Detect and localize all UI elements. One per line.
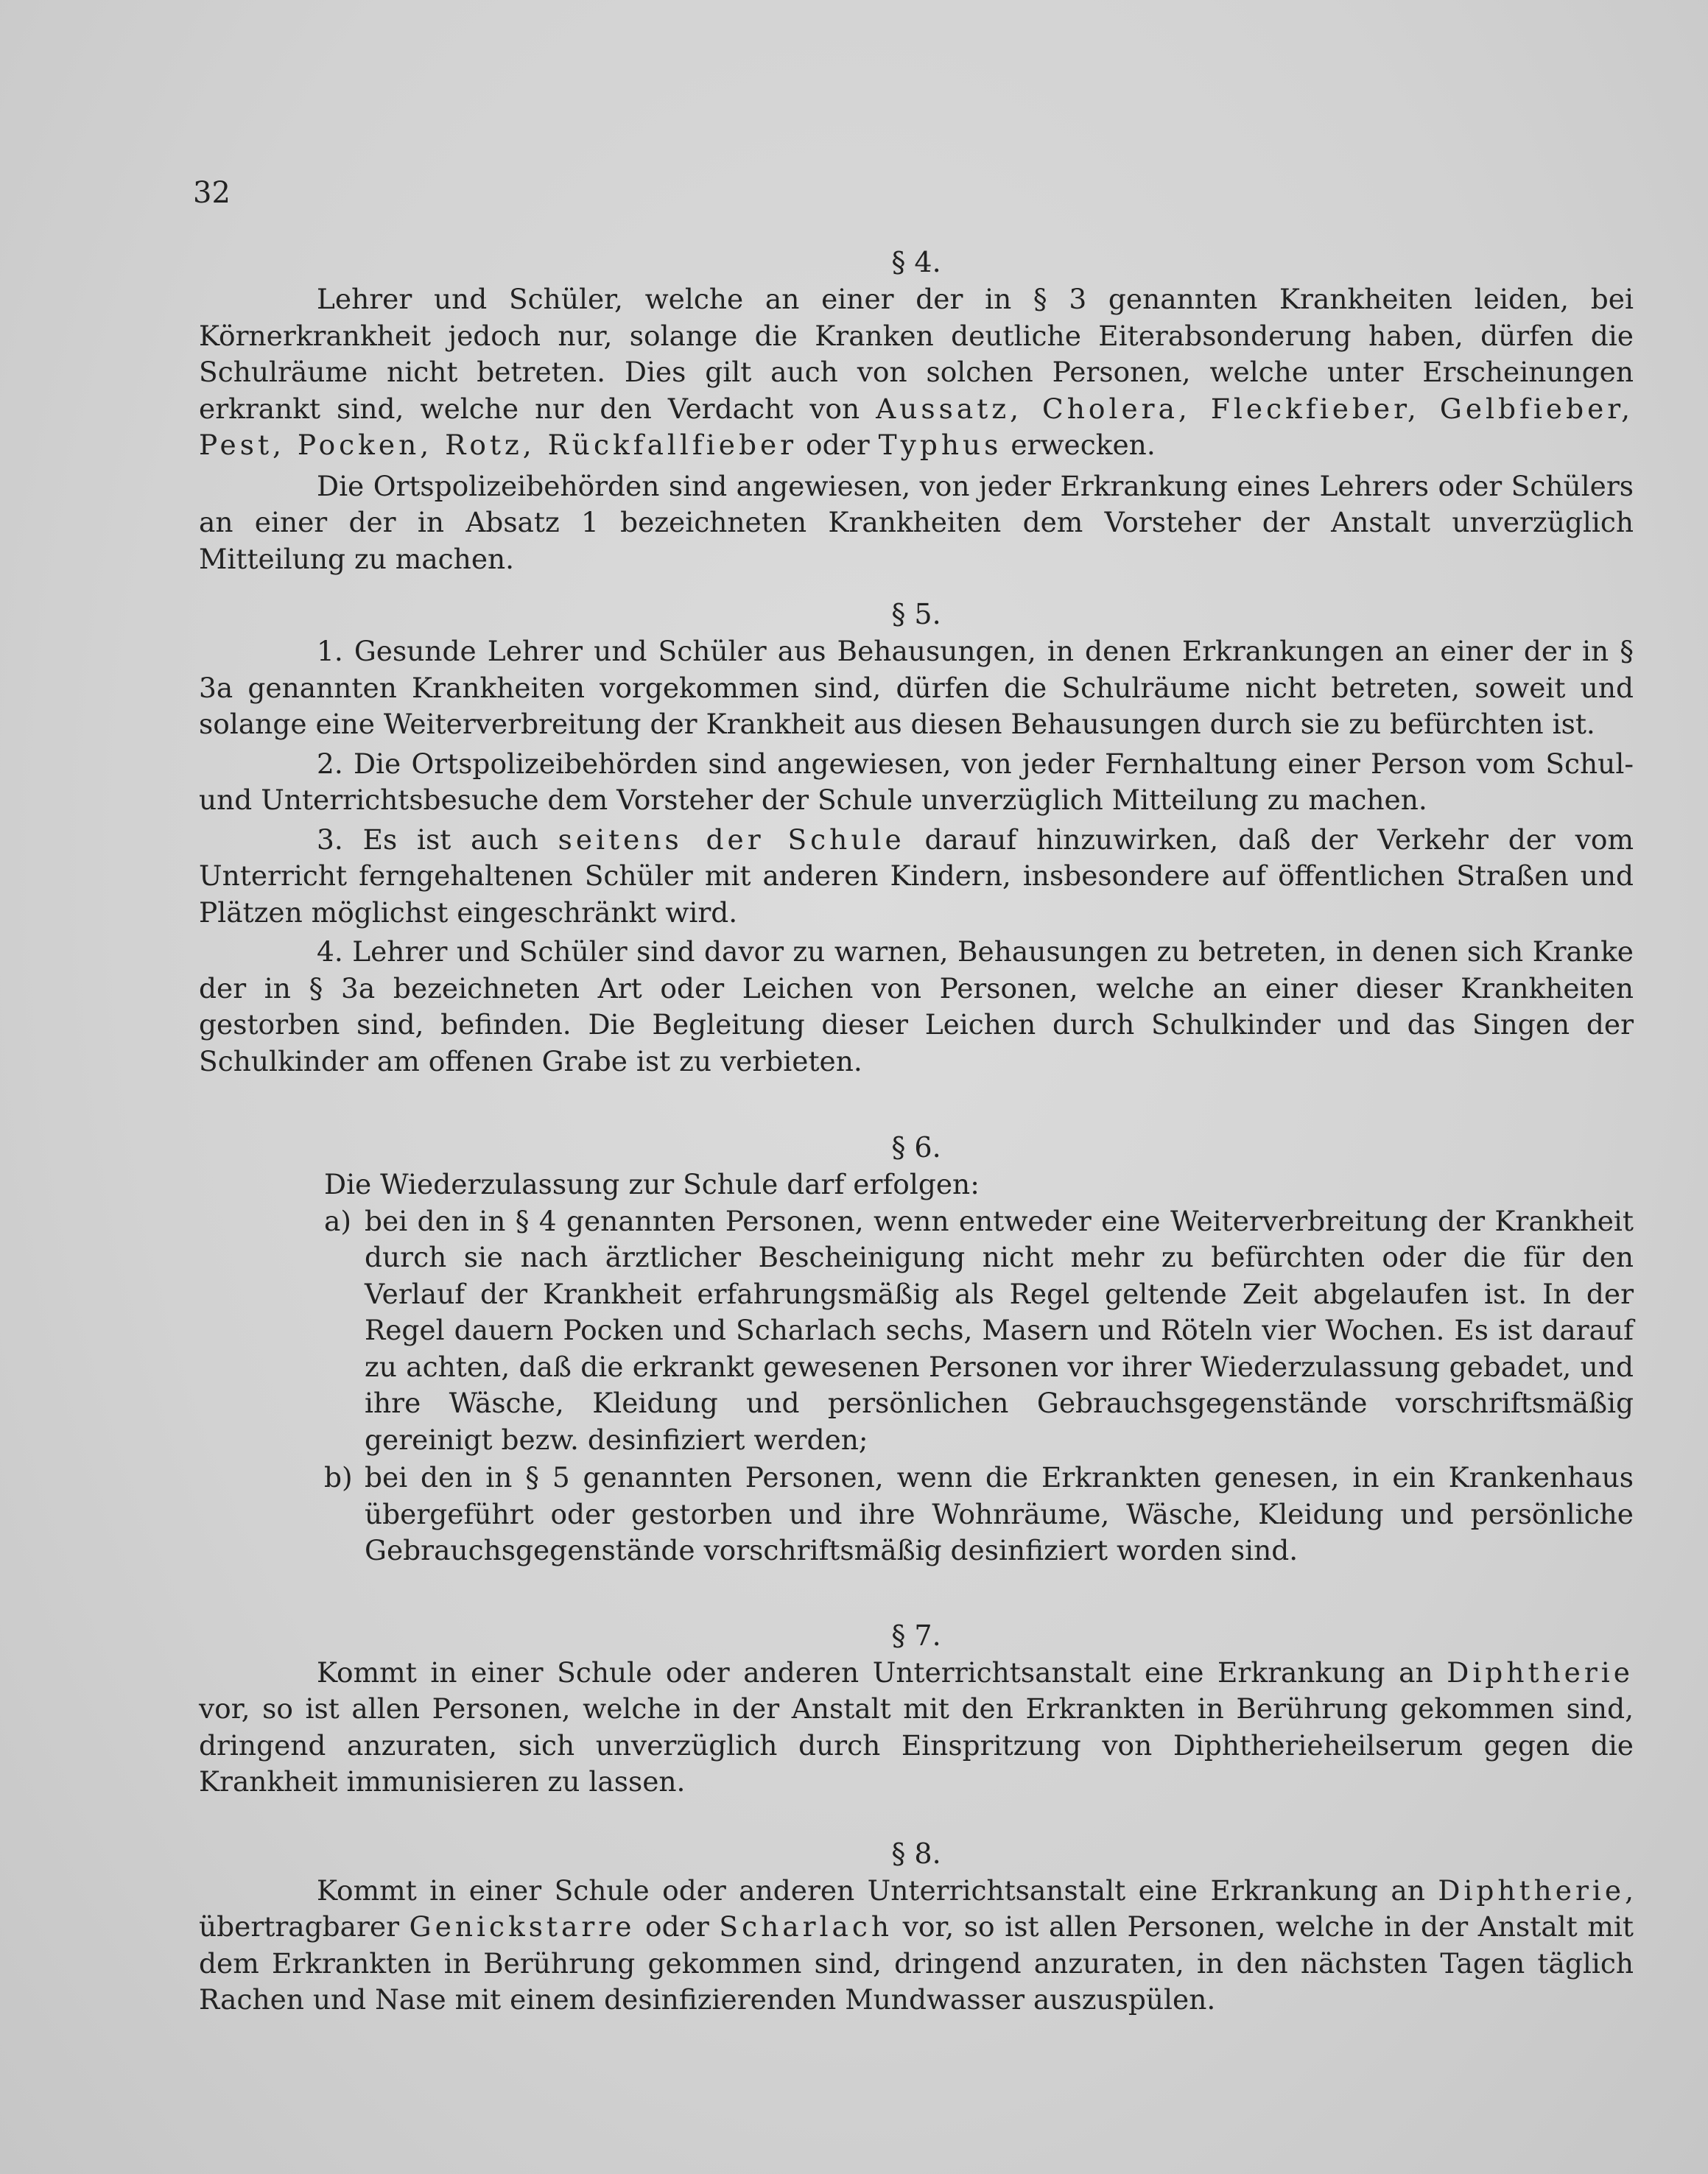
spaced-typhus: Typhus — [878, 429, 1002, 461]
text-run: Lehrer und Schüler, welche an einer der in § 3 genannten Krankheiten leiden, bei Körnerkrankheit jedoch nur, solange die Kranken deutliche Eiterabsonderung haben, dürfen die Schulräume nicht betreten. Dies gilt auch von solchen Personen, welche unter Erscheinungen erkrankt sind, welche nur den Verdacht von — [199, 283, 1634, 425]
section-8-heading: § 8. — [891, 1837, 941, 1870]
section-5-item-3 — [199, 822, 1634, 932]
text-run: darauf hinzuwirken, daß der Verkehr der vom Unterricht ferngehaltenen Schüler mit anderen Kindern, insbesondere auf öffentlichen Straßen und Plätzen möglichst eingeschränkt wird. — [199, 823, 1634, 929]
section-7-paragraph-1 — [199, 1655, 1634, 1801]
section-5-item-1: 1. Gesunde Lehrer und Schüler aus Behausungen, in denen Erkrankungen an einer der in § 3a genannten Krankheiten vorgekommen sind, dürfen die Schulräume nicht betreten, soweit und solange eine Weiterverbreitung der Krankheit aus diesen Behausungen durch sie zu befürchten ist. — [199, 635, 1634, 740]
section-4-paragraph-1 — [199, 281, 1634, 464]
text-run: vor, so ist allen Personen, welche in der Anstalt mit den Erkrankten in Berührung gekommen sind, dringend anzuraten, sich unverzüglich durch Einspritzung von Diphtherieheilserum gegen die Krankheit immunisieren zu lassen. — [199, 1692, 1634, 1798]
spaced-scharlach: Scharlach — [719, 1910, 893, 1943]
text-run: erwecken. — [1002, 429, 1156, 461]
text-run: oder — [797, 429, 879, 461]
list-item — [199, 1203, 1634, 1459]
page-number: 32 — [193, 176, 231, 210]
section-6-intro: Die Wiederzulassung zur Schule darf erfolgen: — [324, 1168, 980, 1200]
section-4-paragraph-2: Die Ortspolizeibehörden sind angewiesen, von jeder Erkrankung eines Lehrers oder Schülers an einer der in Absatz 1 bezeichneten Krankheiten dem Vorsteher der Anstalt unverzüglich Mitteilung zu machen. — [199, 469, 1634, 575]
text-run: Kommt in einer Schule oder anderen Unterrichtsanstalt eine Erkrankung an — [317, 1874, 1438, 1907]
list-item — [199, 1460, 1634, 1569]
spaced-diphtherie: Diphtherie — [1447, 1656, 1634, 1689]
section-7 — [199, 1617, 1634, 1801]
section-8 — [199, 1834, 1634, 2019]
spaced-text: seitens der Schule — [558, 823, 905, 856]
section-6-heading: § 6. — [891, 1131, 941, 1164]
list-item-text: bei den in § 5 genannten Personen, wenn die Erkrankten genesen, in ein Krankenhaus übergeführt oder gestorben und ihre Wohnräume, Wäsche, Kleidung und persönliche Gebrauchsgegenstände vorschriftsmäßig desinfiziert worden sind. — [365, 1461, 1634, 1566]
section-5-heading: § 5. — [891, 598, 941, 630]
section-6 — [199, 1128, 1634, 1569]
text-run: 3. Es ist auch — [317, 823, 558, 856]
text-run: , übertragbarer — [199, 1874, 1634, 1943]
spaced-disease-list: Aussatz, Cholera, Fleckfieber, Gelbfieber, Pest, Pocken, Rotz, Rückfallfieber — [199, 392, 1634, 461]
list-marker: a) — [324, 1204, 351, 1237]
section-7-heading: § 7. — [891, 1619, 941, 1652]
list-item-text: bei den in § 4 genannten Personen, wenn entweder eine Weiterverbreitung der Krankheit durch sie nach ärztlicher Bescheinigung nicht mehr zu befürchten oder die für den Verlauf der Krankheit erfahrungsmäßig als Regel geltende Zeit abgelaufen ist. In der Regel dauern Pocken und Scharlach sechs, Masern und Röteln vier Wochen. Es ist darauf zu achten, daß die erkrankt gewesenen Personen vor ihrer Wiederzulassung gebadet, und ihre Wäsche, Kleidung und persönlichen Gebrauchsgegenstände vorschriftsmäßig gereinigt bezw. desinfiziert werden; — [365, 1204, 1634, 1456]
text-run: vor, so ist allen Personen, welche in der Anstalt mit dem Erkrankten in Berührung gekommen sind, dringend anzuraten, in den nächsten Tagen täglich Rachen und Nase mit einem desinfizierenden Mundwasser auszuspülen. — [199, 1910, 1634, 2016]
section-5 — [199, 595, 1634, 1080]
section-5-item-4: 4. Lehrer und Schüler sind davor zu warnen, Behausungen zu betreten, in denen sich Kranke der in § 3a bezeichneten Art oder Leichen von Personen, welche an einer dieser Krankheiten gestorben sind, befinden. Die Begleitung dieser Leichen durch Schulkinder und das Singen der Schulkinder am offenen Grabe ist zu verbieten. — [199, 935, 1634, 1077]
text-run: oder — [635, 1910, 720, 1943]
section-8-paragraph-1 — [199, 1873, 1634, 2019]
section-4-heading: § 4. — [891, 246, 941, 278]
spaced-genickstarre: Genickstarre — [409, 1910, 636, 1943]
page-body — [199, 243, 1634, 2023]
section-4 — [199, 243, 1634, 577]
section-5-item-2: 2. Die Ortspolizeibehörden sind angewiesen, von jeder Fernhaltung einer Person vom Schul- und Unterrichtsbesuche dem Vorsteher der Schule unverzüglich Mitteilung zu machen. — [199, 747, 1634, 816]
text-run: Kommt in einer Schule oder anderen Unterrichtsanstalt eine Erkrankung an — [317, 1656, 1447, 1689]
spaced-diphtherie: Diphtherie — [1438, 1874, 1626, 1907]
list-marker: b) — [324, 1461, 353, 1494]
